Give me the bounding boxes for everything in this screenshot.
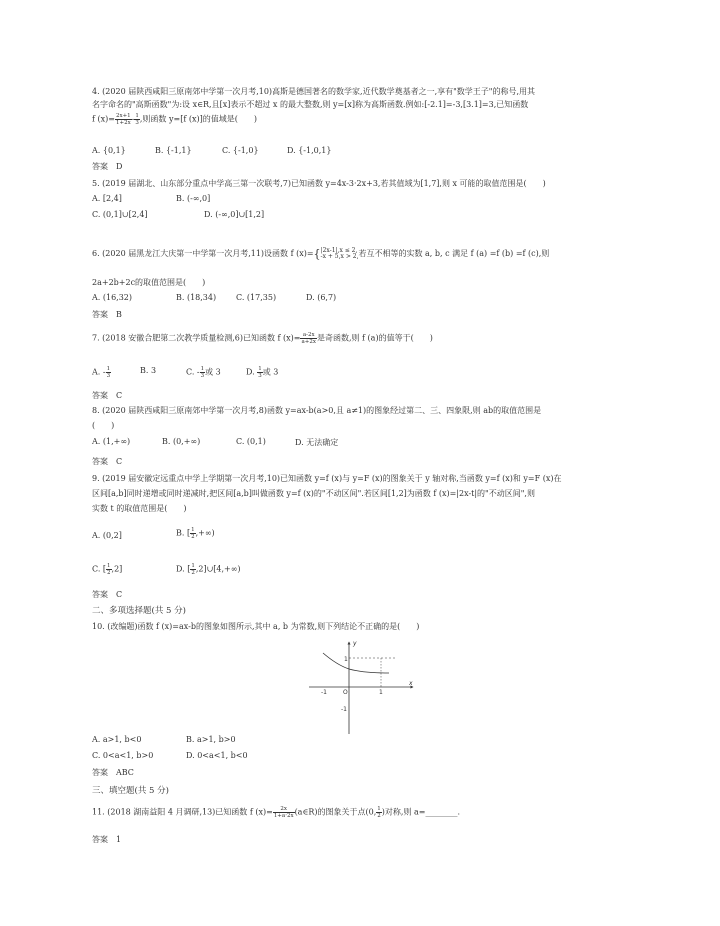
q10-option-c: C. 0<a<1, b>0 (92, 751, 154, 760)
q6-answer: 答案 B (92, 310, 122, 319)
q10-curve (323, 653, 389, 673)
q4-option-b: B. {-1,1} (155, 146, 192, 155)
q7-option-b: B. 3 (140, 366, 157, 375)
q4-line2: 名字命名的"高斯函数"为:设 x∈R,且[x]表示不超过 x 的最大整数,则 y=[x]称为高斯函数.例如:[-2.1]=-3,[3.1]=3,已知函数 (92, 100, 529, 109)
q10-graph (305, 636, 435, 736)
q10-answer: 答案 ABC (92, 768, 134, 777)
q6-option-b: B. (18,34) (176, 293, 217, 302)
q9-answer: 答案 C (92, 590, 123, 599)
q5-option-a: A. [2,4] (92, 194, 122, 203)
q8-option-a: A. (1,+∞) (92, 437, 131, 446)
q6-piecewise: |2x-1|,x ≤ 2, -x + 5,x > 2, (320, 247, 359, 260)
q10-ytick-1: 1 (344, 656, 348, 663)
q9-line2: 区间[a,b]同时递增或同时递减时,把区间[a,b]叫做函数 y=f (x)的"不动区间".若区间[1,2]为函数 f (x)=|2x-t|的"不动区间",则 (92, 489, 535, 498)
q7-option-a: A. - $\frac{1}{3}$ (92, 366, 111, 379)
q10-origin: O (343, 689, 348, 696)
q8-option-c: C. (0,1) (236, 437, 266, 446)
q4-fx-label: f (x)= (92, 114, 115, 124)
q9-option-c: C. [ $\frac{1}{2}$ ,2] (92, 563, 123, 576)
q11-blank: ________. (425, 807, 461, 817)
q11-answer: 答案 1 (92, 835, 122, 844)
q7-option-d: D. $\frac{1}{3}$ 或 3 (246, 366, 279, 379)
q4-option-a: A. {0,1} (92, 146, 126, 155)
q8-answer: 答案 C (92, 457, 123, 466)
section-fill-in-title: 三、填空题(共 5 分) (92, 786, 169, 796)
q7-option-c: C. - $\frac{1}{3}$ 或 3 (186, 366, 221, 379)
q10-y-label: y (353, 640, 357, 647)
q5-option-c: C. (0,1]∪[2,4] (92, 210, 148, 219)
q4-frac1: $\frac{2x+1}{1+2x}$ (115, 113, 131, 126)
q10-option-a: A. a>1, b<0 (92, 735, 142, 744)
q8-line1: 8. (2020 届陕西咸阳三原南郊中学第一次月考,8)函数 y=ax-b(a>0,且 a≠1)的图象经过第二、三、四象限,则 ab的取值范围是 (92, 406, 542, 415)
q4-line3: f (x)= $\frac{2x+1}{1+2x}$ - $\frac{1}{3}$ ,则函数 y=[f (x)]的值域是( ) (92, 113, 257, 126)
q8-option-d: D. 无法确定 (295, 438, 339, 447)
q10-x-label: x (409, 680, 413, 687)
q11-line1: 11. (2018 湖南益阳 4 月调研,13)已知函数 f (x)= $\frac{2x}{1+a\cdot 2x}$ (a∈R)的图象关于点(0, $\frac{1}{2}$ )对称,则 a=________. (92, 806, 461, 819)
q4-frac2: $\frac{1}{3}$ (135, 113, 139, 126)
q5-line1: 5. (2019 届湖北、山东部分重点中学高三第一次联考,7)已知函数 y=4x-3·2x+3,若其值域为[1,7],则 x 可能的取值范围是( ) (92, 179, 546, 188)
q4-line1: 4. (2020 届陕西咸阳三原南郊中学第一次月考,10)高斯是德国著名的数学家,近代数学奠基者之一,享有"数学王子"的称号,用其 (92, 87, 536, 96)
q10-option-d: D. 0<a<1, b<0 (186, 751, 248, 760)
q9-option-d: D. [ $\frac{1}{2}$ ,2]∪[4,+∞) (176, 563, 241, 576)
q9-line1: 9. (2019 届安徽定远重点中学上学期第一次月考,10)已知函数 y=f (x)与 y=F (x)的图象关于 y 轴对称,当函数 y=f (x)和 y=F (x)在 (92, 474, 562, 483)
q4-option-c: C. {-1,0} (222, 146, 259, 155)
q11-frac: $\frac{2x}{1+a\cdot 2x}$ (273, 806, 294, 819)
q10-xtick-neg1: -1 (321, 689, 327, 696)
q10-option-b: B. a>1, b>0 (186, 735, 236, 744)
q7-frac: $\frac{a-2x}{a+2x}$ (301, 332, 316, 345)
q8-line2: ( ) (92, 421, 115, 430)
q10-ytick-neg1: -1 (341, 706, 347, 713)
q7-answer: 答案 C (92, 391, 123, 400)
section-multiple-choice-title: 二、多项选择题(共 5 分) (92, 606, 186, 616)
q6-line1: 6. (2020 届黑龙江大庆第一中学第一次月考,11)设函数 f (x)={ |2x-1|,x ≤ 2, -x + 5,x > 2, 若互不相等的实数 a, b, c 满足 f (a) =f (b) =f (c),则 (92, 247, 550, 261)
q6-option-a: A. (16,32) (92, 293, 133, 302)
q6-line2: 2a+2b+2c的取值范围是( ) (92, 278, 206, 287)
q5-option-d: D. (-∞,0]∪[1,2] (204, 210, 265, 219)
q9-option-a: A. (0,2] (92, 531, 122, 540)
q4-answer: 答案 D (92, 162, 123, 171)
q9-line3: 实数 t 的取值范围是( ) (92, 504, 187, 513)
q6-option-d: D. (6,7) (306, 293, 337, 302)
q5-option-b: B. (-∞,0] (176, 194, 211, 203)
q10-xtick-1: 1 (379, 689, 383, 696)
q10-line1: 10. (改编题)函数 f (x)=ax-b的图象如图所示,其中 a, b 为常数,则下列结论不正确的是( ) (92, 622, 420, 631)
q8-option-b: B. (0,+∞) (162, 437, 201, 446)
q9-option-b: B. [ $\frac{1}{2}$ ,+∞) (176, 527, 215, 540)
q6-option-c: C. (17,35) (236, 293, 277, 302)
q7-line1: 7. (2018 安徽合肥第二次教学质量检测,6)已知函数 f (x)= $\frac{a-2x}{a+2x}$ 是奇函数,则 f (a)的值等于( ) (92, 332, 433, 345)
q4-option-d: D. {-1,0,1} (287, 146, 332, 155)
